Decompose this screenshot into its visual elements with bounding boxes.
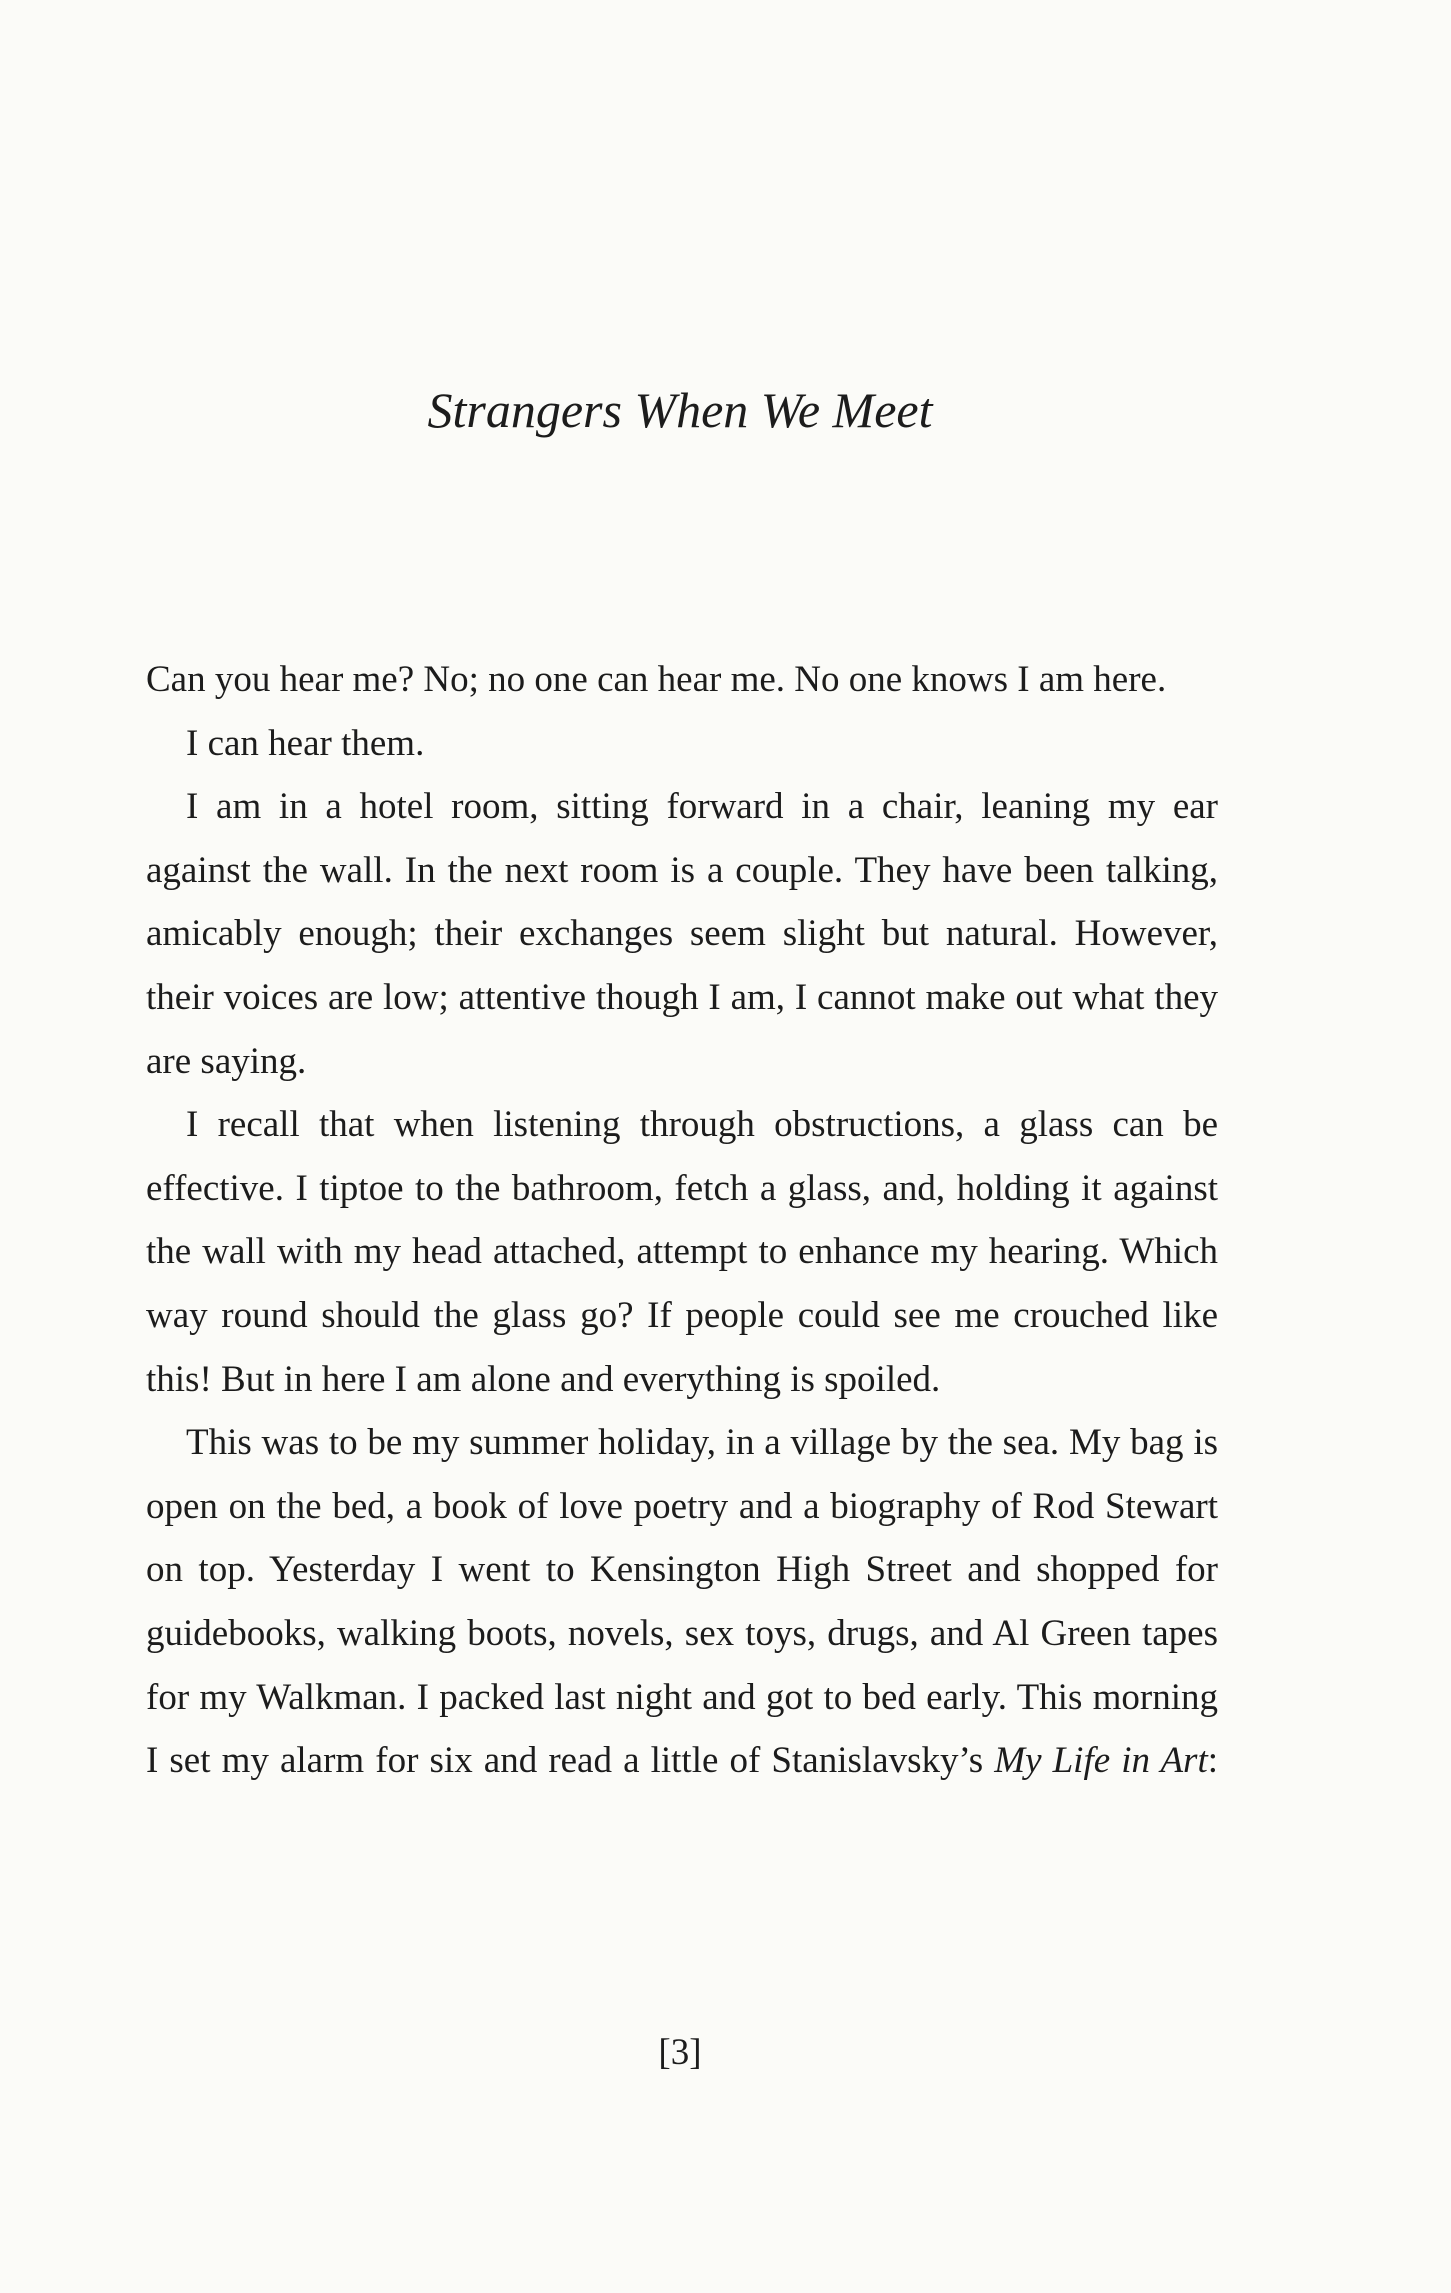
work-title: My Life in Art <box>994 1740 1208 1782</box>
page-number: [3] <box>658 2032 702 2073</box>
paragraph-4: I recall that when listening through obstructions, a glass can be effective. I tiptoe to the bathroom, fetch a glass, and, holding it against the wall with my head attached, attempt to enhance my hearing. Which way round should the glass go? If people could see me crouched like this! But in here I am alone and everything is spoiled. <box>146 1104 1218 1400</box>
chapter-title: Strangers When We Meet <box>427 382 933 438</box>
paragraph-5-text: This was to be my summer holiday, in a village by the sea. My bag is open on the bed, a book of love poetry and a biography of Rod Stewart on top. Yesterday I went to Kensington High Street and shopped for guidebooks, walking boots, novels, sex toys, drugs, and Al Green tapes for my Walkman. I packed last night and got to bed early. This morning I set my alarm for six and read a little of Stanislavsky’s <box>146 1422 1218 1782</box>
paragraph-1: Can you hear me? No; no one can hear me. No one knows I am here. <box>146 659 1167 700</box>
paragraph-3: I am in a hotel room, sitting forward in a chair, leaning my ear against the wall. In the next room is a couple. They have been talking, amicably enough; their exchanges seem slight but natural. However, their voices are low; attentive though I am, I cannot make out what they are saying. <box>146 786 1218 1082</box>
paragraph-5 <box>146 1411 1218 1793</box>
body-text <box>146 648 1218 1793</box>
paragraph-2: I can hear them. <box>186 722 425 764</box>
paragraph-5-trailing: : <box>1207 1740 1219 1782</box>
